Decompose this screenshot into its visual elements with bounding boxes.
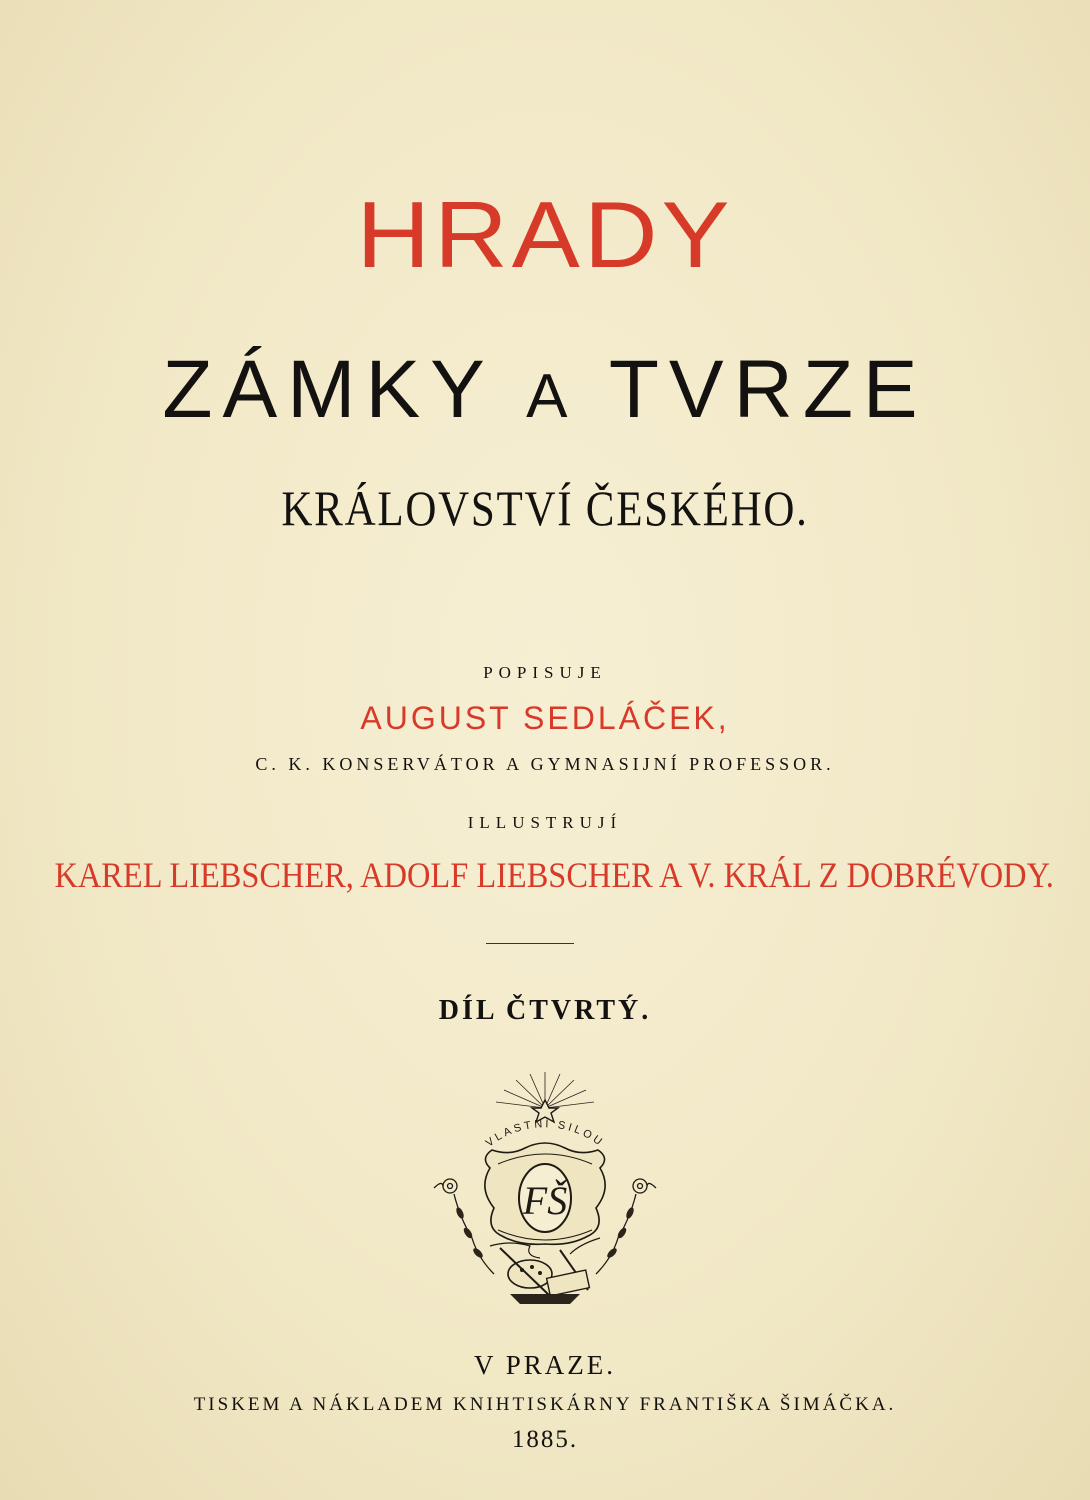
illustrators-intro: ILLUSTRUJÍ <box>467 813 623 832</box>
divider-rule <box>486 943 574 944</box>
book-subtitle-kingdom: KRÁLOVSTVÍ ČESKÉHO. <box>281 480 809 536</box>
emblem-monogram: FŠ <box>522 1178 568 1223</box>
publisher-emblem-icon <box>420 1068 670 1318</box>
volume-label: DÍL ČTVRTÝ. <box>438 995 652 1026</box>
author-name: AUGUST SEDLÁČEK, <box>360 700 730 736</box>
illustrators-names: KAREL LIEBSCHER, ADOLF LIEBSCHER A V. KRÁL Z DOBRÉVODY. <box>54 855 1054 895</box>
imprint-year: 1885. <box>511 1426 579 1453</box>
subtitle-word-a: A <box>526 362 578 431</box>
book-title: HRADY <box>356 182 734 288</box>
imprint-city: V PRAZE. <box>473 1350 617 1380</box>
author-intro: POPISUJE <box>483 663 607 682</box>
subtitle-word-tvrze: TVRZE <box>608 344 928 435</box>
emblem-motto: VLASTNÍ SILOU <box>483 1118 607 1150</box>
subtitle-word-zamky: ZÁMKY <box>162 344 494 435</box>
author-role: C. K. KONSERVÁTOR A GYMNASIJNÍ PROFESSOR. <box>255 754 835 774</box>
book-subtitle <box>0 345 1090 442</box>
imprint-publisher: TISKEM A NÁKLADEM KNIHTISKÁRNY FRANTIŠKA ŠIMÁČKA. <box>193 1394 897 1415</box>
